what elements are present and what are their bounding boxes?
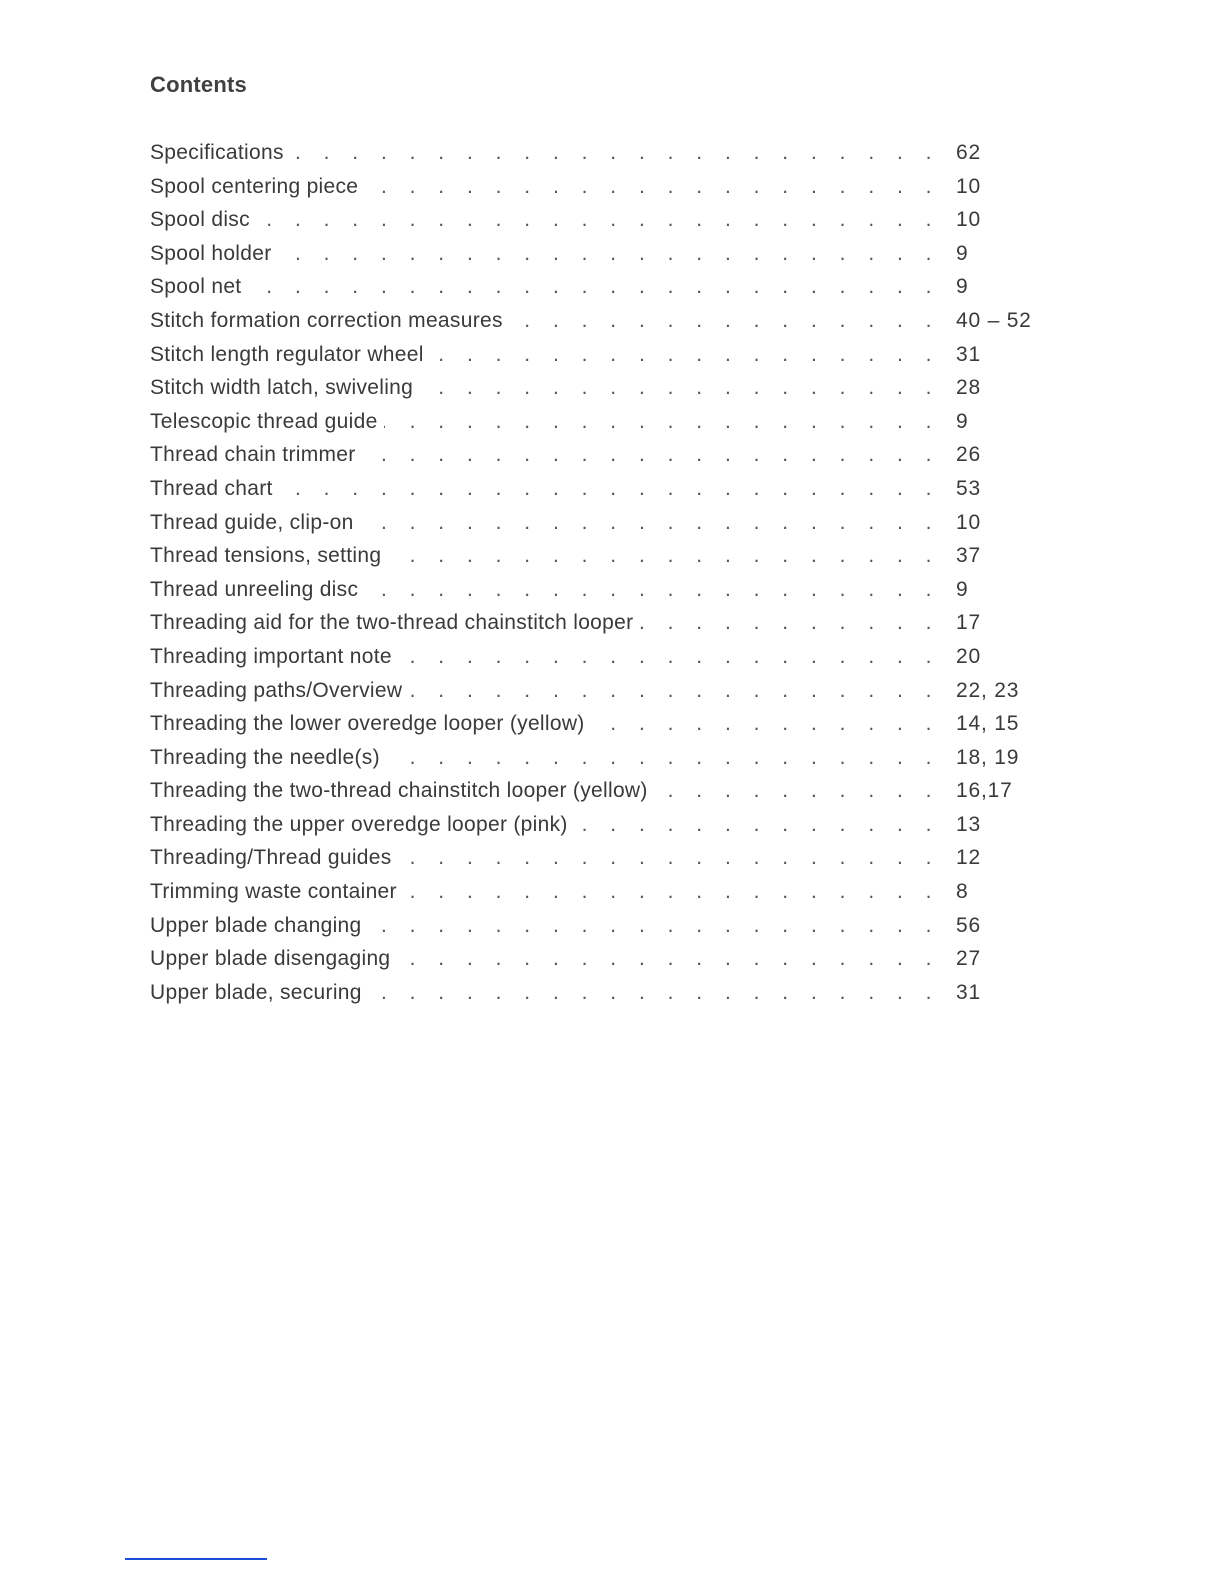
toc-entry-label: Threading the lower overedge looper (yellow) [150,707,591,741]
toc-entry-page: 40 – 52 [956,308,1032,332]
toc-entry-page: 62 [956,141,981,164]
toc-entry-page: 16,17 [956,779,1013,803]
toc-entry-label: Threading paths/Overview [150,674,408,708]
toc-entry-label: Spool centering piece [150,170,364,204]
toc-entry-page: 10 [956,510,981,534]
toc-entry-label: Spool net [150,270,247,304]
toc-entry-page: 9 [956,409,969,433]
toc-entry-page: 26 [956,443,981,467]
toc-entry [150,942,1050,976]
toc-entry-page: 56 [956,913,981,937]
toc-entry [150,338,1050,372]
toc-entry [150,472,1050,506]
toc-entry [150,438,1050,472]
toc-entry [150,270,1050,304]
toc-entry-label: Threading the two-thread chainstitch looper (yellow) [150,774,654,808]
toc-entry [150,774,1050,808]
toc-entry-page: 27 [956,947,981,971]
dot-leader [150,203,940,237]
page-title: Contents [150,72,247,97]
toc-entry [150,841,1050,875]
toc-entry [150,674,1050,708]
toc-entry-page: 20 [956,644,981,668]
toc-entry-label: Threading the upper overedge looper (pink) [150,808,574,842]
toc-entry-page: 8 [956,880,969,904]
toc-entry-label: Stitch length regulator wheel [150,338,430,372]
toc-entry-page: 18, 19 [956,745,1020,769]
toc-entry [150,808,1050,842]
toc-entry-page: 10 [956,208,981,232]
toc-entry-label: Thread unreeling disc [150,573,364,607]
toc-entry-page: 17 [956,611,981,635]
toc-entry-page: 31 [956,342,981,366]
toc-entry-label: Upper blade changing [150,909,368,943]
toc-entry-label: Spool holder [150,237,278,271]
toc-entry-label: Specifications [150,136,290,170]
toc-entry [150,606,1050,640]
toc-entry [150,170,1050,204]
toc-entry [150,640,1050,674]
toc-entry-label: Thread chart [150,472,279,506]
toc-entry-page: 12 [956,846,981,870]
toc-entry [150,203,1050,237]
toc-entry-label: Upper blade, securing [150,976,368,1010]
toc-entry [150,539,1050,573]
toc-entry-page: 14, 15 [956,712,1020,736]
toc-entry [150,136,1050,170]
toc-entry [150,304,1050,338]
toc-entry-label: Spool disc [150,203,256,237]
toc-entry [150,875,1050,909]
toc-entry [150,741,1050,775]
toc-entry [150,976,1050,1010]
table-of-contents [150,136,1050,1009]
toc-entry-label: Stitch formation correction measures [150,304,509,338]
toc-entry-page: 10 [956,174,981,198]
toc-entry-label: Thread guide, clip-on [150,506,360,540]
toc-entry-label: Thread tensions, setting [150,539,387,573]
toc-entry-label: Threading the needle(s) [150,741,386,775]
toc-entry-page: 37 [956,544,981,568]
toc-entry-label: Threading important note [150,640,398,674]
toc-entry-label: Threading aid for the two-thread chainstitch looper [150,606,639,640]
toc-entry-page: 9 [956,241,969,265]
toc-entry [150,405,1050,439]
footer-rule [125,1558,267,1560]
toc-entry-label: Trimming waste container [150,875,403,909]
toc-entry [150,371,1050,405]
dot-leader [150,270,940,304]
toc-entry [150,707,1050,741]
toc-entry-page: 22, 23 [956,678,1020,702]
toc-entry-page: 13 [956,812,981,836]
toc-entry [150,506,1050,540]
toc-entry [150,237,1050,271]
toc-entry-page: 31 [956,980,981,1004]
toc-entry-label: Upper blade disengaging [150,942,396,976]
toc-entry [150,573,1050,607]
toc-entry-label: Threading/Thread guides [150,841,398,875]
toc-entry-page: 9 [956,275,969,299]
toc-entry-page: 9 [956,577,969,601]
toc-entry-label: Stitch width latch, swiveling [150,371,419,405]
toc-entry-label: Thread chain trimmer [150,438,362,472]
toc-entry-page: 28 [956,376,981,400]
toc-entry-page: 53 [956,476,981,500]
toc-entry-label: Telescopic thread guide [150,405,384,439]
toc-entry [150,909,1050,943]
